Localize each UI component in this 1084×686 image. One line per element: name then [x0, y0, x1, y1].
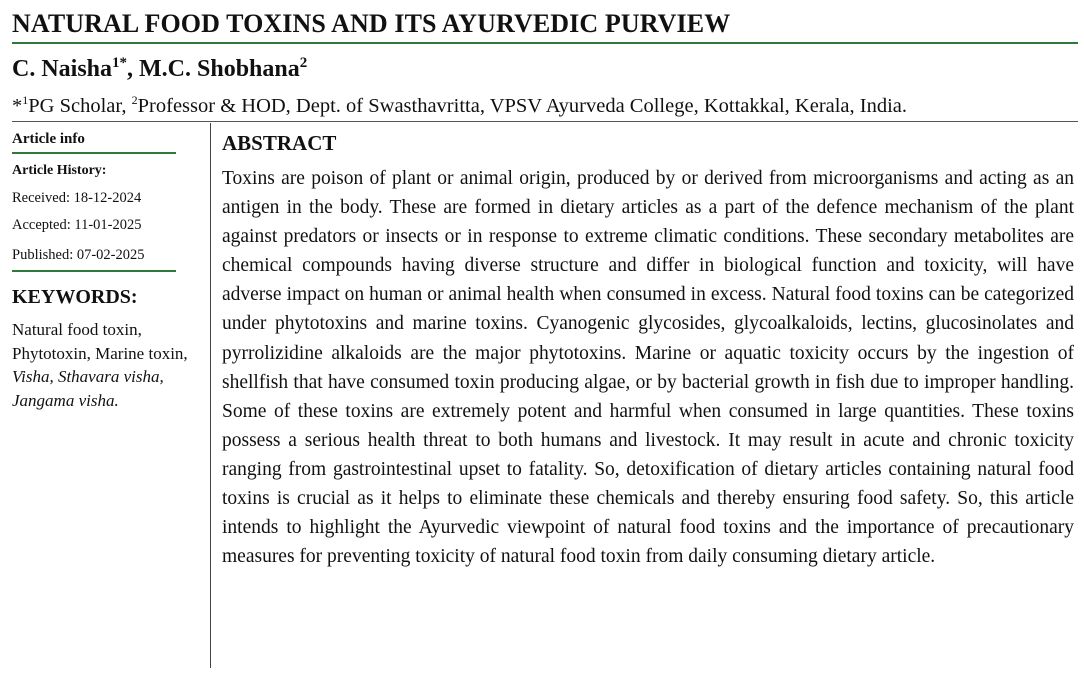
abstract-text: Toxins are poison of plant or animal origin, produced by or derived from microorganisms and acting as an antigen in the body. These are formed in dietary articles as a part of the defence mechanism of the plant against predators or insects or in response to extreme climatic conditions. These secondary metabolites are chemical compounds having diverse structure and differ in biological function and toxicity, will have adverse impact on human or animal health when consumed in excess. Natural food toxins can be categorized under phytotoxins and marine toxins. Cyanogenic glycosides, glycoalkaloids, lectins, glucosinolates and pyrrolizidine alkaloids are the major phytotoxins. Marine or aquatic toxicity occurs by the ingestion of shellfish that have consumed toxin producing algae, or by bacterial growth in fish due to improper handling. Some of these toxins are extremely potent and harmful when consumed in large quantities. These toxins possess a serious health threat to both humans and livestock. It may result in acute and chronic toxicity ranging from gastrointestinal upset to fatality. So, detoxification of dietary articles containing natural food toxins is crucial as it helps to eliminate these chemicals and thereby ensuring food safety. So, this article intends to highlight the Ayurvedic viewpoint of natural food toxins and the importance of precautionary measures for preventing toxicity of natural food toxin from daily consuming dietary article. — [222, 168, 1074, 568]
author-1-sup: 1* — [112, 55, 128, 71]
affiliation — [12, 92, 907, 120]
keywords-italic: Visha, Sthavara visha, Jangama visha. — [12, 367, 164, 410]
keywords-heading: KEYWORDS: — [12, 286, 138, 308]
affiliation-sup-2: 2 — [131, 93, 138, 108]
article-history-heading: Article History: — [12, 163, 107, 178]
published-date: Published: 07-02-2025 — [12, 247, 145, 263]
accepted-date: Accepted: 11-01-2025 — [12, 217, 142, 233]
article-info-heading: Article info — [12, 131, 85, 147]
affiliation-sup-1: 1 — [22, 93, 29, 108]
article-info-rule — [12, 152, 176, 154]
affiliation-part-1: PG Scholar, — [28, 95, 132, 117]
keywords-plain: Natural food toxin, Phytotoxin, Marine toxin, — [12, 320, 188, 363]
column-divider — [210, 123, 211, 668]
affiliation-rule — [12, 121, 1078, 122]
author-1-name: C. Naisha — [12, 56, 113, 82]
abstract-heading: ABSTRACT — [222, 131, 337, 155]
author-list — [12, 54, 307, 84]
keywords-list — [12, 318, 202, 412]
author-2-sup: 2 — [299, 55, 308, 71]
author-2-name: M.C. Shobhana — [139, 56, 300, 82]
author-separator: , — [127, 56, 140, 82]
article-history-rule — [12, 270, 176, 272]
affiliation-lead: * — [12, 95, 23, 117]
affiliation-part-2: Professor & HOD, Dept. of Swasthavritta, VPSV Ayurveda College, Kottakkal, Kerala, India. — [137, 95, 908, 117]
paper-title: NATURAL FOOD TOXINS AND ITS AYURVEDIC PURVIEW — [12, 9, 731, 38]
received-date: Received: 18-12-2024 — [12, 190, 142, 206]
title-rule — [12, 42, 1078, 44]
